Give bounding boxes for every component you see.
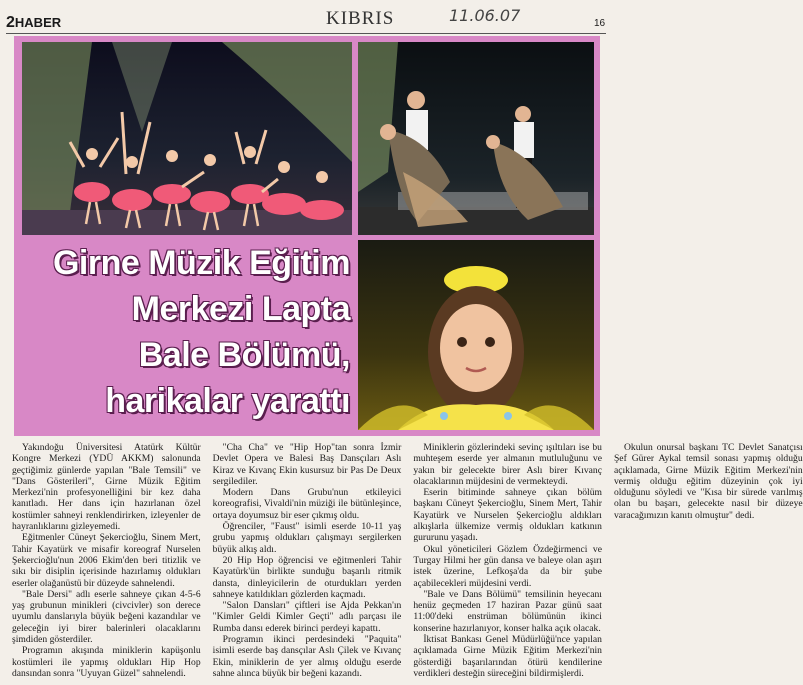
article-paragraph: Okul yöneticileri Gözlem Özdeğirmenci ve Turgay Hilmi her gün dansa ve baleye olan aşırı istek üzerine, Lefkoşa'da da bir şube açabilecekleri müjdesini verdi. [413, 543, 602, 589]
girl-portrait-photo [358, 240, 594, 430]
article-paragraph: Miniklerin gözlerindeki sevinç ışıltıları ise bu muhteşem eserde yer almanın mutluluğunu ve yakın bir gelecekte birer Aslı birer Kıvanç olacaklarının müjdesini de vermekteydi. [413, 442, 602, 487]
article-paragraph: Öğrenciler, "Faust" isimli eserde 10-11 yaş grubu yapmış oldukları çalışmayı sergilerken büyük alkış aldı. [212, 521, 402, 555]
headline-line-4: harikalar yarattı [105, 382, 350, 420]
article-paragraph: "Salon Dansları" çiftleri ise Ajda Pekkan'ın "Kimler Geldi Kimler Geçti" adlı parçası ile Rumba dansı ederek birinci perdeyi kapattı. [212, 600, 402, 634]
article-body [12, 442, 803, 680]
article-paragraph: Eğitmenler Cüneyt Şekercioğlu, Sinem Mert, Tahir Kayatürk ve misafir koreograf Nurselen Şekercioğlu'nun 2006 Ekim'den beri titizlik ve sıkı bir disiplin içerisinde hazırlamış oldukları eserler olağanüstü bir düzeyde sahnelendi. [12, 532, 201, 589]
page-number: 16 [594, 18, 606, 29]
article-paragraph: 20 Hip Hop öğrencisi ve eğitmenleri Tahir Kayatürk'ün birlikte sunduğu başarılı ritmik dansta, dinleyicilerin de oturdukları yerden sahneye katıldıkları gözlerden kaçmadı. [212, 554, 402, 600]
article-paragraph: İktisat Bankası Genel Müdürlüğü'nce yapılan açıklamada Girne Müzik Eğitim Merkezi'nin gösterdiği başarılarından ötürü kendilerine verdikleri desteğin süreceğini bildirmişlerdi. [413, 634, 602, 679]
article-paragraph: "Bale ve Dans Bölümü" temsilinin heyecanı henüz geçmeden 17 haziran Pazar günü saat 11:00'deki enstrüman bölümünün ikinci konserine hazırlanıyor, konser halka açık olacak. [413, 588, 602, 634]
headline [34, 240, 350, 424]
section-label [6, 14, 61, 32]
newspaper-name: KIBRIS [326, 8, 395, 29]
ballet-group-photo [22, 42, 352, 235]
headline-line-3: Bale Bölümü, [138, 336, 350, 374]
masthead [0, 0, 611, 34]
article-paragraph: Programın akışında miniklerin kapüşonlu kostümleri ile yapmış oldukları Hip Hop dansından sonra "Uyuyan Güzel" sahnelendi. [12, 645, 201, 679]
masthead-divider [6, 33, 606, 34]
article-paragraph: Programın ikinci perdesindeki "Paquita" isimli eserde baş dansçılar Aslı Çilek ve Kıvanç Ekin, miniklerin de yer almış olduğu eserde sahne alınca büyük bir beğeni kazandı. [212, 634, 402, 679]
photo-frame [14, 36, 600, 436]
handwritten-date: 11.06.07 [449, 6, 521, 25]
article-paragraph: Okulun onursal başkanı TC Devlet Sanatçısı Şef Gürer Aykal temsil sonası yapmış olduğu açıklamada, Girne Müzik Eğitim Merkezi'nin vermiş olduğu eğitim düzeyinin çok iyi olduğunu söyledi ve "Kısa bir sürede varılmış olan bu başarı, gelecekte nasıl bir düzeye varacağımızın kanıtı olmuştur" dedi. [613, 442, 803, 521]
article-paragraph: "Cha Cha" ve "Hip Hop"tan sonra İzmir Devlet Opera ve Balesi Baş Dansçıları Aslı Kiraz ve Kıvanç Ekin kusursuz bir Pas De Deux sergilediler. [212, 442, 402, 487]
section-number: 2 [6, 14, 15, 31]
section-name: HABER [14, 15, 62, 30]
article-paragraph: Yakındoğu Üniversitesi Atatürk Kültür Kongre Merkezi (YDÜ AKKM) salonunda geçtiğimiz günlerde yapılan "Bale Temsili" ve "Dans Gösterileri", Girne Müzik Eğitim Merkezi'nin profesyonelliğini bir kez daha kanıtladı. Her dans için hazırlanan özel kostümler sahneyi renklendirirken, izleyenler de hayranlıklarını gizleyemedi. [12, 442, 201, 533]
headline-line-1: Girne Müzik Eğitim [52, 244, 350, 282]
girl-portrait-illustration [358, 240, 594, 430]
headline-line-2: Merkezi Lapta [131, 290, 350, 328]
article-paragraph: Modern Dans Grubu'nun etkileyici koreografisi, Vivaldi'nin müziği ile bütünleşince, ortaya doyumsuz bir eser çıkmış oldu. [212, 487, 402, 521]
salon-dance-illustration [358, 42, 594, 235]
article-paragraph: "Bale Dersi" adlı eserle sahneye çıkan 4-5-6 yaş grubunun minikleri (civcivler) son derece uyumlu danslarıyla büyük beğeni kazandılar ve geleceğin iyi birer balerinleri olacaklarını şimdiden gösterdiler. [12, 588, 201, 646]
ballet-group-illustration [22, 42, 352, 235]
article-paragraph: Eserin bitiminde sahneye çıkan bölüm başkanı Cüneyt Şekercioğlu, Sinem Mert, Tahir Kayatürk ve Nurselen Şekercioğlu aldıkları alkışlarla ülkemize vermiş oldukları katkının gururunu yaşadı. [413, 487, 602, 544]
salon-dance-photo [358, 42, 594, 235]
